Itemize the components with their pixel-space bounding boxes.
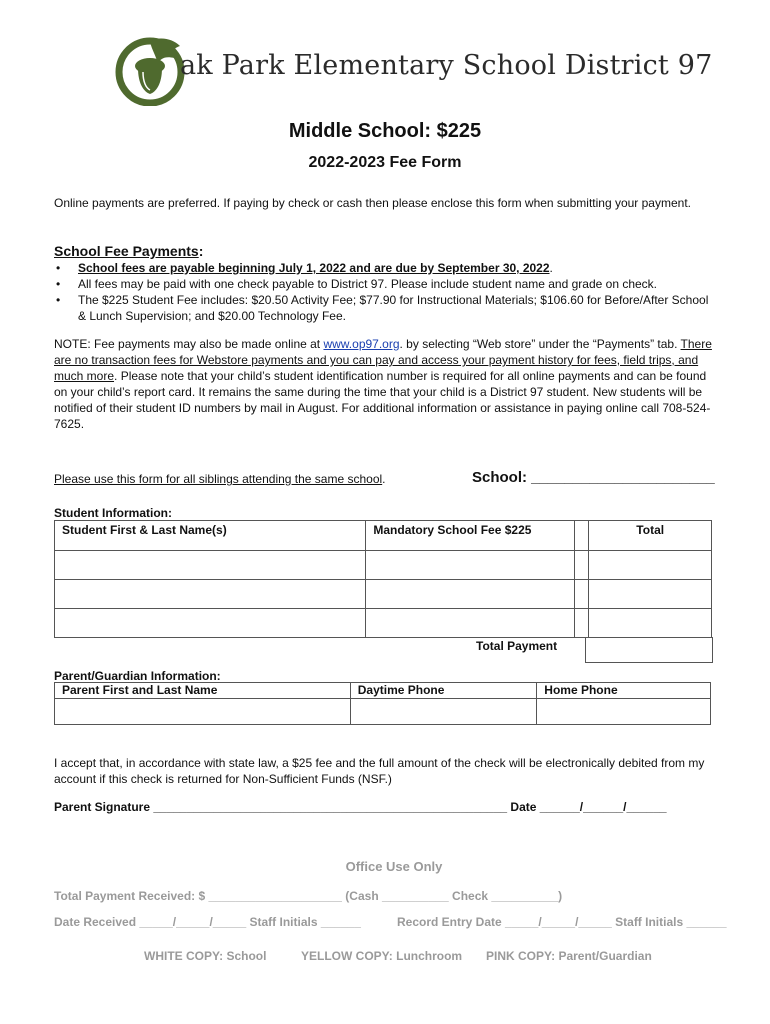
office-use-title: Office Use Only [345,859,443,874]
siblings-period: . [382,472,386,486]
bullet-period: . [549,261,553,275]
fee-cell[interactable] [366,551,574,580]
col-header-home-phone: Home Phone [537,683,711,699]
spacer-cell [574,609,589,638]
home-phone-cell[interactable] [537,699,711,725]
spacer-cell [574,551,589,580]
fee-cell[interactable] [366,609,574,638]
col-header-student-name: Student First & Last Name(s) [55,521,366,551]
district-logo [114,36,713,106]
student-name-cell[interactable] [55,609,366,638]
col-header-daytime-phone: Daytime Phone [350,683,537,699]
note-paragraph [54,336,718,432]
table-row [55,551,712,580]
bullet-text: All fees may be paid with one check payable to District 97. Please include student name and grade on check. [78,277,658,291]
note-rest: . Please note that your child’s student identification number is required for all online payments and can be found on your child’s report card. It remains the same during the time that your child is a District 97 student. New students will be notified of their student ID numbers by mail in August. For additional information or assistance in paying online call 708-524-7625. [54,369,711,431]
siblings-text: Please use this form for all siblings attending the same school [54,472,383,486]
student-table [54,520,712,638]
student-name-cell[interactable] [55,580,366,609]
office-total-received: Total Payment Received: $ ____________________ (Cash __________ Check __________) [54,889,563,903]
col-header-parent-name: Parent First and Last Name [55,683,351,699]
bullet-item [54,260,714,276]
bullet-item [54,292,714,324]
office-date-received: Date Received _____/_____/_____ Staff Initials ______ [54,915,361,929]
daytime-phone-cell[interactable] [350,699,537,725]
total-payment-box[interactable] [585,637,713,663]
nsf-acceptance: I accept that, in accordance with state law, a $25 fee and the full amount of the check will be electronically debited from my account if this check is returned for Non-Sufficient Funds (NSF.) [54,756,705,786]
col-header-fee: Mandatory School Fee $225 [366,521,574,551]
form-subtitle: 2022-2023 Fee Form [308,154,462,171]
bullet-dot: • [56,261,61,275]
fee-cell[interactable] [366,580,574,609]
bullet-text: The $225 Student Fee includes: $20.50 Activity Fee; $77.90 for Instructional Materials; $106.60 for Before/After School & Lunch Supervision; and $20.00 Technology Fee. [78,293,709,323]
total-cell[interactable] [589,609,712,638]
fee-bullets [54,260,714,324]
siblings-note [54,472,386,486]
parent-name-cell[interactable] [55,699,351,725]
note-prefix: NOTE: Fee payments may also be made online at [54,337,324,351]
total-payment-label: Total Payment [476,639,558,653]
table-row [55,699,711,725]
bullet-dot: • [56,277,61,291]
note-underlined: There are no transaction fees for Webstore payments and you can pay and access your payment history for fees, field trips, and much more [54,337,712,383]
copy-pink: PINK COPY: Parent/Guardian [486,949,652,963]
student-name-cell[interactable] [55,551,366,580]
total-cell[interactable] [589,580,712,609]
intro-text: Online payments are preferred. If paying by check or cash then please enclose this form when submitting your payment. [54,196,691,210]
office-record-entry: Record Entry Date _____/_____/_____ Staff Initials ______ [397,915,727,929]
bullet-text: School fees are payable beginning July 1, 2022 and are due by September 30, 2022 [78,261,550,275]
parent-section-label: Parent/Guardian Information: [54,669,221,683]
table-row [55,580,712,609]
copy-white: WHITE COPY: School [144,949,267,963]
copy-yellow: YELLOW COPY: Lunchroom [301,949,463,963]
student-section-label: Student Information: [54,506,172,520]
bullet-item [54,276,714,292]
signature-line[interactable]: Parent Signature _____________________________________________________ Date ______/______/______ [54,800,667,814]
spacer-cell [574,580,589,609]
parent-table [54,682,711,725]
total-cell[interactable] [589,551,712,580]
webstore-link[interactable]: www.op97.org [323,337,400,351]
page-title: Middle School: $225 [288,120,482,142]
district-name: ak Park Elementary School District 97 [180,50,713,81]
bullet-dot: • [56,293,61,307]
table-row [55,609,712,638]
spacer-cell [574,521,589,551]
school-field[interactable]: School: ______________________ [472,469,715,486]
fee-section-heading [54,243,203,259]
fee-heading-text: School Fee Payments [54,243,199,259]
fee-heading-colon: : [198,243,204,259]
note-after-link: . by selecting “Web store” under the “Payments” tab. [399,337,681,351]
col-header-total: Total [589,521,712,551]
